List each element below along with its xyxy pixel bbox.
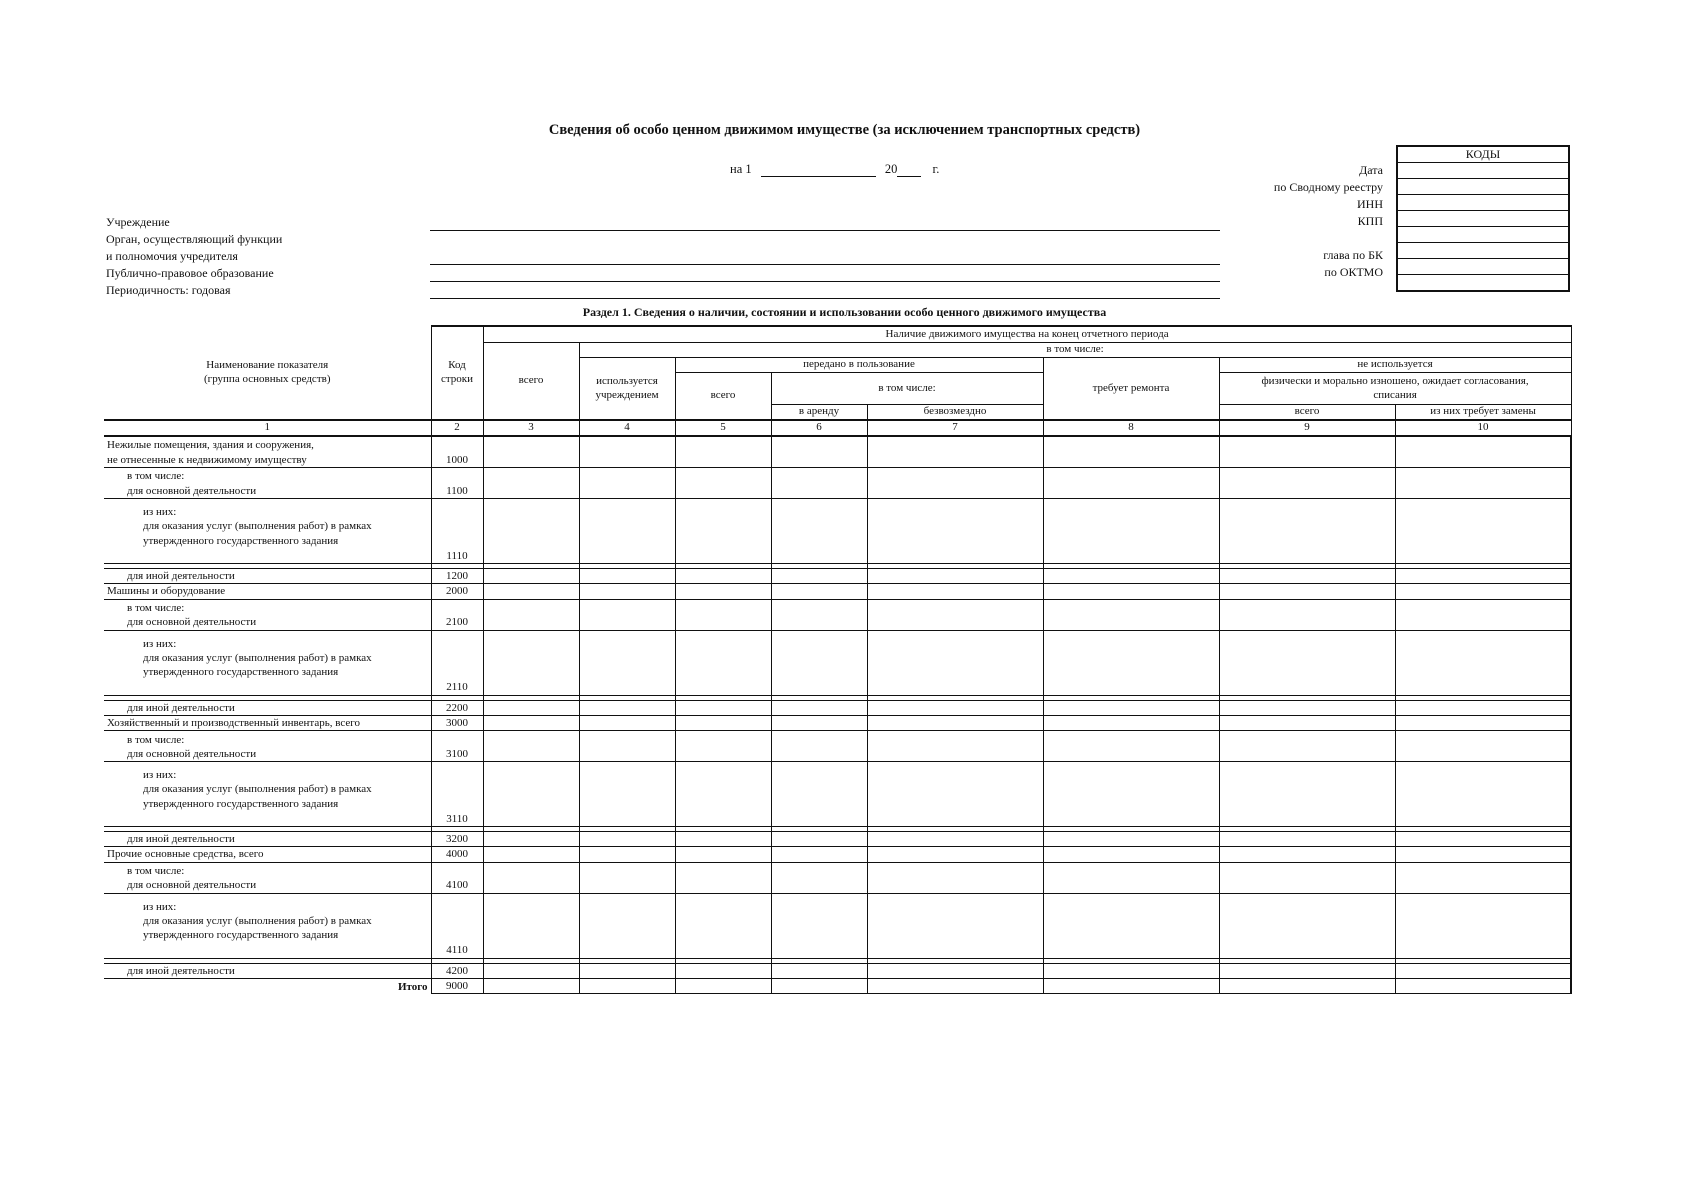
form-title: Сведения об особо ценном движимом имуществе (за исключением транспортных средств) xyxy=(548,122,1141,138)
value-cell-col-10[interactable] xyxy=(1395,832,1571,847)
value-cell-col-10[interactable] xyxy=(1395,979,1571,994)
table-row xyxy=(104,569,1571,584)
value-cell-col-8[interactable] xyxy=(1043,584,1219,599)
value-cell-col-9[interactable] xyxy=(1219,630,1395,695)
date-suffix: г. xyxy=(932,162,940,176)
value-cell-col-4[interactable] xyxy=(579,468,675,499)
row-name xyxy=(104,599,431,630)
value-cell-col-10[interactable] xyxy=(1395,599,1571,630)
value-cell-col-5[interactable] xyxy=(675,468,771,499)
row-name-line: из них: xyxy=(143,637,177,650)
section-title: Раздел 1. Сведения о наличии, состоянии и использовании особо ценного движимого имущества xyxy=(582,305,1107,319)
row-name-line: для основной деятельности xyxy=(127,616,257,629)
row-name-line: в том числе: xyxy=(127,602,185,614)
codes-table xyxy=(1396,145,1570,292)
value-cell-col-6[interactable] xyxy=(771,630,867,695)
code-cell-bk[interactable] xyxy=(1397,243,1569,259)
value-cell-col-5[interactable] xyxy=(675,862,771,893)
value-cell-col-9[interactable] xyxy=(1219,893,1395,958)
row-name xyxy=(104,762,431,827)
row-name-line: утвержденного государственного задания xyxy=(143,797,339,810)
value-cell-col-6[interactable] xyxy=(771,436,867,468)
value-cell-col-5[interactable] xyxy=(675,847,771,862)
value-cell-col-10[interactable] xyxy=(1395,847,1571,862)
code-cell-registry[interactable] xyxy=(1397,179,1569,195)
value-cell-col-3[interactable] xyxy=(483,862,579,893)
row-code: 3110 xyxy=(431,762,483,827)
value-cell-col-9[interactable] xyxy=(1219,468,1395,499)
row-name-line: Нежилые помещения, здания и сооружения, xyxy=(107,439,314,452)
value-cell-col-3[interactable] xyxy=(483,584,579,599)
header-worn-line2: списания xyxy=(1373,388,1417,401)
value-cell-col-5[interactable] xyxy=(675,715,771,730)
header-used-line1: используется xyxy=(596,374,658,387)
value-cell-col-9[interactable] xyxy=(1219,700,1395,715)
value-cell-col-4[interactable] xyxy=(579,862,675,893)
code-cell-last[interactable] xyxy=(1397,275,1569,292)
row-name-line: утвержденного государственного задания xyxy=(143,534,339,547)
header-used-line2: учреждением xyxy=(595,388,659,401)
periodicity-label: Периодичность: годовая xyxy=(106,283,231,297)
value-cell-col-6[interactable] xyxy=(771,731,867,762)
header-code-line1: Код xyxy=(448,359,466,372)
value-cell-col-8[interactable] xyxy=(1043,468,1219,499)
value-cell-col-7[interactable] xyxy=(867,862,1043,893)
kpp-label: КПП xyxy=(1357,214,1383,228)
row-name-line: для иной деятельности xyxy=(127,701,235,714)
row-name-line: Машины и оборудование xyxy=(107,585,226,598)
col-num-1: 1 xyxy=(104,420,431,436)
header-worn-line1: физически и морально изношено, ожидает согласования, xyxy=(1261,374,1529,387)
value-cell-col-3[interactable] xyxy=(483,499,579,564)
value-cell-col-6[interactable] xyxy=(771,499,867,564)
public-entity-field[interactable] xyxy=(430,281,1220,282)
col-num-4: 4 xyxy=(579,420,675,436)
table-row xyxy=(104,630,1571,695)
value-cell-col-4[interactable] xyxy=(579,599,675,630)
value-cell-col-4[interactable] xyxy=(579,630,675,695)
value-cell-col-4[interactable] xyxy=(579,436,675,468)
value-cell-col-4[interactable] xyxy=(579,847,675,862)
public-entity-label: Публично-правовое образование xyxy=(106,266,274,280)
value-cell-col-3[interactable] xyxy=(483,715,579,730)
value-cell-col-5[interactable] xyxy=(675,979,771,994)
value-cell-col-7[interactable] xyxy=(867,584,1043,599)
value-cell-col-7[interactable] xyxy=(867,569,1043,584)
col-num-3: 3 xyxy=(483,420,579,436)
row-name-line: для оказания услуг (выполнения работ) в рамках xyxy=(143,651,372,664)
row-name xyxy=(104,715,431,730)
row-code: 2100 xyxy=(431,599,483,630)
value-cell-col-10[interactable] xyxy=(1395,893,1571,958)
header-indicator-line1: Наименование показателя xyxy=(206,358,329,371)
value-cell-col-9[interactable] xyxy=(1219,762,1395,827)
col-num-7: 7 xyxy=(867,420,1043,436)
value-cell-col-8[interactable] xyxy=(1043,963,1219,978)
header-transferred-total: всего xyxy=(675,373,771,421)
row-code: 4000 xyxy=(431,847,483,862)
header-worn xyxy=(1219,373,1571,405)
table-row xyxy=(104,762,1571,827)
value-cell-col-7[interactable] xyxy=(867,499,1043,564)
header-replace: из них требует замены xyxy=(1395,405,1571,421)
value-cell-col-6[interactable] xyxy=(771,893,867,958)
founder-label-2: и полномочия учредителя xyxy=(106,249,238,263)
value-cell-col-7[interactable] xyxy=(867,847,1043,862)
value-cell-col-7[interactable] xyxy=(867,715,1043,730)
row-name-line: для основной деятельности xyxy=(127,879,257,892)
row-name xyxy=(104,468,431,499)
table-row xyxy=(104,436,1571,468)
value-cell-col-8[interactable] xyxy=(1043,436,1219,468)
institution-field[interactable] xyxy=(430,230,1220,231)
value-cell-col-8[interactable] xyxy=(1043,762,1219,827)
value-cell-col-9[interactable] xyxy=(1219,715,1395,730)
row-name-line: для оказания услуг (выполнения работ) в рамках xyxy=(143,915,372,928)
table-row xyxy=(104,862,1571,893)
value-cell-col-4[interactable] xyxy=(579,893,675,958)
value-cell-col-4[interactable] xyxy=(579,963,675,978)
value-cell-col-6[interactable] xyxy=(771,832,867,847)
value-cell-col-6[interactable] xyxy=(771,847,867,862)
value-cell-col-8[interactable] xyxy=(1043,599,1219,630)
row-name-line: из них: xyxy=(143,769,177,782)
value-cell-col-10[interactable] xyxy=(1395,715,1571,730)
value-cell-col-8[interactable] xyxy=(1043,731,1219,762)
code-cell-inn[interactable] xyxy=(1397,195,1569,211)
codes-header: КОДЫ xyxy=(1397,146,1569,163)
col-num-10: 10 xyxy=(1395,420,1571,436)
row-name-line: для иной деятельности xyxy=(127,570,235,582)
row-code: 1200 xyxy=(431,569,483,584)
row-code: 1100 xyxy=(431,468,483,499)
header-not-used: не используется xyxy=(1219,358,1571,373)
code-cell-kpp[interactable] xyxy=(1397,211,1569,227)
value-cell-col-7[interactable] xyxy=(867,963,1043,978)
table-row xyxy=(104,499,1571,564)
value-cell-col-6[interactable] xyxy=(771,762,867,827)
periodicity-field[interactable] xyxy=(430,298,1220,299)
code-cell-empty[interactable] xyxy=(1397,227,1569,243)
row-name-line: для основной деятельности xyxy=(127,747,257,760)
header-code xyxy=(431,326,483,420)
row-name xyxy=(104,893,431,958)
value-cell-col-5[interactable] xyxy=(675,630,771,695)
header-transferred: передано в пользование xyxy=(675,358,1043,373)
row-name-line: для основной деятельности xyxy=(127,484,257,497)
row-code: 2110 xyxy=(431,630,483,695)
row-code: 1000 xyxy=(431,436,483,468)
table-row xyxy=(104,847,1571,862)
table-row xyxy=(104,584,1571,599)
value-cell-col-9[interactable] xyxy=(1219,584,1395,599)
value-cell-col-7[interactable] xyxy=(867,893,1043,958)
row-name-line: для оказания услуг (выполнения работ) в рамках xyxy=(143,783,372,796)
value-cell-col-4[interactable] xyxy=(579,700,675,715)
table-body xyxy=(104,436,1571,994)
row-name-line: не отнесенные к недвижимому имуществу xyxy=(107,453,307,466)
table-row xyxy=(104,468,1571,499)
value-cell-col-8[interactable] xyxy=(1043,832,1219,847)
row-name-line: в том числе: xyxy=(127,470,185,483)
value-cell-col-10[interactable] xyxy=(1395,762,1571,827)
value-cell-col-7[interactable] xyxy=(867,700,1043,715)
value-cell-col-8[interactable] xyxy=(1043,499,1219,564)
header-used xyxy=(579,358,675,421)
value-cell-col-8[interactable] xyxy=(1043,569,1219,584)
header-rent: в аренду xyxy=(771,405,867,421)
oktmo-label: по ОКТМО xyxy=(1324,265,1383,279)
code-cell-date[interactable] xyxy=(1397,163,1569,179)
founder-label-1: Орган, осуществляющий функции xyxy=(106,232,283,246)
row-name-line: Хозяйственный и производственный инвентарь, всего xyxy=(107,716,360,729)
value-cell-col-9[interactable] xyxy=(1219,436,1395,468)
row-code: 9000 xyxy=(431,979,483,994)
row-name-line: для оказания услуг (выполнения работ) в рамках xyxy=(143,520,372,533)
row-name-line: в том числе: xyxy=(127,733,185,746)
value-cell-col-10[interactable] xyxy=(1395,963,1571,978)
row-name xyxy=(104,584,431,599)
value-cell-col-4[interactable] xyxy=(579,731,675,762)
value-cell-col-4[interactable] xyxy=(579,832,675,847)
code-cell-oktmo[interactable] xyxy=(1397,259,1569,275)
report-date-line xyxy=(730,162,939,177)
assets-table xyxy=(104,325,1572,994)
value-cell-col-8[interactable] xyxy=(1043,630,1219,695)
value-cell-col-4[interactable] xyxy=(579,569,675,584)
row-name-line: в том числе: xyxy=(127,865,185,878)
value-cell-col-9[interactable] xyxy=(1219,862,1395,893)
value-cell-col-3[interactable] xyxy=(483,599,579,630)
table-row xyxy=(104,979,1571,994)
header-free: безвозмездно xyxy=(867,405,1043,421)
date-year-prefix: 20 xyxy=(884,162,898,176)
row-code: 4110 xyxy=(431,893,483,958)
table-row xyxy=(104,963,1571,978)
value-cell-col-9[interactable] xyxy=(1219,499,1395,564)
row-name-line: утвержденного государственного задания xyxy=(143,666,339,679)
value-cell-col-5[interactable] xyxy=(675,499,771,564)
date-label: Дата xyxy=(1359,163,1383,177)
value-cell-col-10[interactable] xyxy=(1395,468,1571,499)
value-cell-col-8[interactable] xyxy=(1043,715,1219,730)
value-cell-col-8[interactable] xyxy=(1043,979,1219,994)
value-cell-col-9[interactable] xyxy=(1219,847,1395,862)
row-name xyxy=(104,630,431,695)
row-name-line: Итого xyxy=(397,980,428,993)
value-cell-col-3[interactable] xyxy=(483,569,579,584)
row-name xyxy=(104,731,431,762)
value-cell-col-10[interactable] xyxy=(1395,700,1571,715)
value-cell-col-7[interactable] xyxy=(867,979,1043,994)
table-row xyxy=(104,715,1571,730)
value-cell-col-5[interactable] xyxy=(675,893,771,958)
value-cell-col-4[interactable] xyxy=(579,715,675,730)
row-name xyxy=(104,569,431,584)
value-cell-col-5[interactable] xyxy=(675,700,771,715)
row-code: 4200 xyxy=(431,963,483,978)
row-code: 2000 xyxy=(431,584,483,599)
value-cell-col-4[interactable] xyxy=(579,499,675,564)
value-cell-col-6[interactable] xyxy=(771,569,867,584)
table-row xyxy=(104,832,1571,847)
value-cell-col-3[interactable] xyxy=(483,979,579,994)
bk-label: глава по БК xyxy=(1323,248,1383,262)
col-num-6: 6 xyxy=(771,420,867,436)
row-name-line: для иной деятельности xyxy=(127,964,235,977)
value-cell-col-7[interactable] xyxy=(867,731,1043,762)
inn-label: ИНН xyxy=(1357,197,1383,211)
value-cell-col-3[interactable] xyxy=(483,700,579,715)
col-num-5: 5 xyxy=(675,420,771,436)
value-cell-col-3[interactable] xyxy=(483,436,579,468)
value-cell-col-4[interactable] xyxy=(579,979,675,994)
row-name xyxy=(104,832,431,847)
value-cell-col-6[interactable] xyxy=(771,715,867,730)
value-cell-col-4[interactable] xyxy=(579,762,675,827)
value-cell-col-3[interactable] xyxy=(483,731,579,762)
value-cell-col-6[interactable] xyxy=(771,599,867,630)
row-code: 3000 xyxy=(431,715,483,730)
value-cell-col-7[interactable] xyxy=(867,762,1043,827)
value-cell-col-3[interactable] xyxy=(483,468,579,499)
row-name-line: Прочие основные средства, всего xyxy=(107,848,264,861)
value-cell-col-5[interactable] xyxy=(675,731,771,762)
value-cell-col-9[interactable] xyxy=(1219,963,1395,978)
value-cell-col-9[interactable] xyxy=(1219,731,1395,762)
value-cell-col-6[interactable] xyxy=(771,584,867,599)
value-cell-col-6[interactable] xyxy=(771,862,867,893)
table-row xyxy=(104,731,1571,762)
header-indicator-line2: (группа основных средств) xyxy=(204,372,331,385)
value-cell-col-5[interactable] xyxy=(675,963,771,978)
value-cell-col-7[interactable] xyxy=(867,630,1043,695)
value-cell-col-5[interactable] xyxy=(675,762,771,827)
header-code-line2: строки xyxy=(440,373,474,385)
row-name-line: для иной деятельности xyxy=(127,833,235,846)
value-cell-col-10[interactable] xyxy=(1395,731,1571,762)
row-name xyxy=(104,436,431,468)
col-num-9: 9 xyxy=(1219,420,1395,436)
value-cell-col-10[interactable] xyxy=(1395,569,1571,584)
value-cell-col-8[interactable] xyxy=(1043,700,1219,715)
value-cell-col-5[interactable] xyxy=(675,569,771,584)
row-name-line: из них: xyxy=(143,900,177,913)
table-row xyxy=(104,599,1571,630)
table-row xyxy=(104,700,1571,715)
row-name xyxy=(104,499,431,564)
table-row xyxy=(104,893,1571,958)
value-cell-col-3[interactable] xyxy=(483,963,579,978)
value-cell-col-5[interactable] xyxy=(675,584,771,599)
header-worn-total: всего xyxy=(1219,405,1395,421)
row-code: 3200 xyxy=(431,832,483,847)
value-cell-col-7[interactable] xyxy=(867,468,1043,499)
row-name xyxy=(104,963,431,978)
date-prefix: на 1 xyxy=(730,162,752,176)
value-cell-col-3[interactable] xyxy=(483,832,579,847)
date-year-field[interactable] xyxy=(897,162,921,177)
col-num-2: 2 xyxy=(431,420,483,436)
value-cell-col-5[interactable] xyxy=(675,832,771,847)
value-cell-col-3[interactable] xyxy=(483,893,579,958)
value-cell-col-9[interactable] xyxy=(1219,569,1395,584)
value-cell-col-10[interactable] xyxy=(1395,630,1571,695)
value-cell-col-6[interactable] xyxy=(771,700,867,715)
date-day-month-field[interactable] xyxy=(761,162,876,177)
registry-label: по Сводному реестру xyxy=(1273,180,1383,194)
institution-label: Учреждение xyxy=(106,215,170,229)
value-cell-col-5[interactable] xyxy=(675,599,771,630)
row-name-line: утвержденного государственного задания xyxy=(143,929,339,942)
row-code: 2200 xyxy=(431,700,483,715)
value-cell-col-7[interactable] xyxy=(867,599,1043,630)
row-name xyxy=(104,979,431,994)
header-repair: требует ремонта xyxy=(1043,358,1219,421)
value-cell-col-8[interactable] xyxy=(1043,893,1219,958)
row-name xyxy=(104,847,431,862)
header-availability: Наличие движимого имущества на конец отчетного периода xyxy=(483,326,1571,343)
value-cell-col-7[interactable] xyxy=(867,436,1043,468)
row-name-line: из них: xyxy=(143,506,177,518)
row-code: 1110 xyxy=(431,499,483,564)
value-cell-col-6[interactable] xyxy=(771,979,867,994)
value-cell-col-10[interactable] xyxy=(1395,436,1571,468)
value-cell-col-6[interactable] xyxy=(771,963,867,978)
value-cell-col-4[interactable] xyxy=(579,584,675,599)
header-indicator xyxy=(104,326,431,420)
value-cell-col-3[interactable] xyxy=(483,630,579,695)
header-total: всего xyxy=(483,343,579,421)
row-name xyxy=(104,862,431,893)
value-cell-col-10[interactable] xyxy=(1395,584,1571,599)
column-numbers-row xyxy=(104,420,1571,436)
row-name xyxy=(104,700,431,715)
row-code: 4100 xyxy=(431,862,483,893)
col-num-8: 8 xyxy=(1043,420,1219,436)
value-cell-col-9[interactable] xyxy=(1219,832,1395,847)
founder-field[interactable] xyxy=(430,264,1220,265)
value-cell-col-3[interactable] xyxy=(483,762,579,827)
value-cell-col-8[interactable] xyxy=(1043,862,1219,893)
value-cell-col-10[interactable] xyxy=(1395,862,1571,893)
value-cell-col-8[interactable] xyxy=(1043,847,1219,862)
row-code: 3100 xyxy=(431,731,483,762)
value-cell-col-10[interactable] xyxy=(1395,499,1571,564)
value-cell-col-3[interactable] xyxy=(483,847,579,862)
value-cell-col-6[interactable] xyxy=(771,468,867,499)
value-cell-col-9[interactable] xyxy=(1219,979,1395,994)
header-transferred-including: в том числе: xyxy=(771,373,1043,405)
value-cell-col-7[interactable] xyxy=(867,832,1043,847)
value-cell-col-9[interactable] xyxy=(1219,599,1395,630)
value-cell-col-5[interactable] xyxy=(675,436,771,468)
header-including: в том числе: xyxy=(579,343,1571,358)
